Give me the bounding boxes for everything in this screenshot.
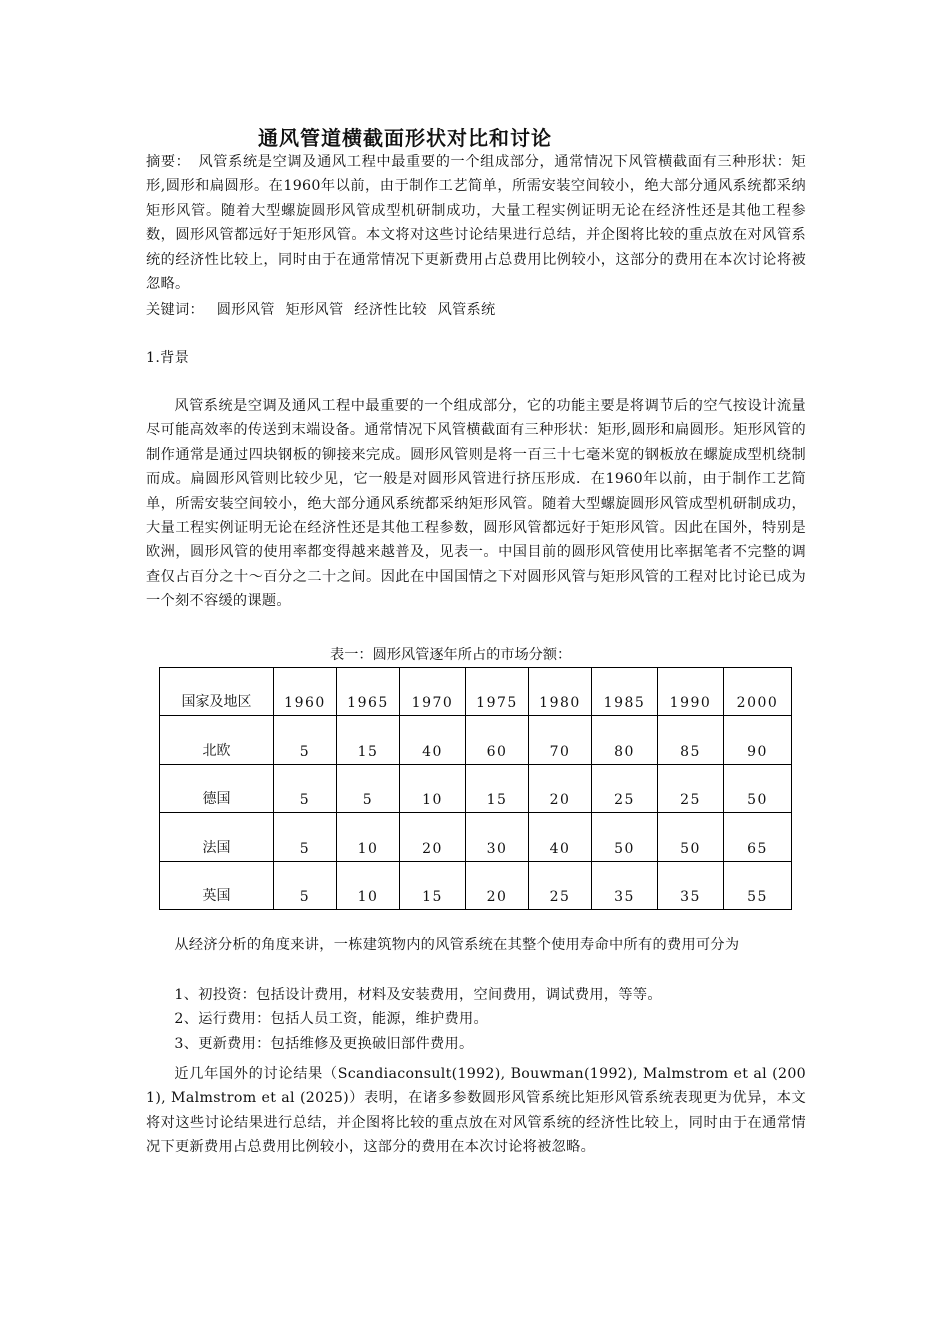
table-cell: 40	[400, 716, 466, 764]
table-row	[160, 861, 792, 909]
document-title: 通风管道横截面形状对比和讨论	[258, 126, 552, 150]
table-cell-country: 德国	[160, 764, 274, 812]
table-cell: 60	[466, 716, 529, 764]
table-cell: 50	[724, 764, 792, 812]
table-row	[160, 813, 792, 861]
section-heading: 1.背景	[146, 350, 190, 366]
abstract-text: 风管系统是空调及通风工程中最重要的一个组成部分，通常情况下风管横截面有三种形状：矩形,圆形和扁圆形。在1960年以前，由于制作工艺简单，所需安装空间较小，绝大部分通风系统都采纳矩形风管。随着大型螺旋圆形风管成型机研制成功，大量工程实例证明无论在经济性还是其他工程参数，圆形风管都远好于矩形风管。本文将对这些讨论结果进行总结，并企图将比较的重点放在对风管系统的经济性比较上，同时由于在通常情况下更新费用占总费用比例较小，这部分的费用在本次讨论将被忽略。	[146, 154, 806, 293]
market-share-table	[159, 667, 792, 910]
table-cell: 10	[337, 861, 400, 909]
table-cell: 25	[592, 764, 658, 812]
table-header-cell: 2000	[724, 668, 792, 716]
keyword-term: 矩形风管	[285, 302, 344, 318]
table-header-cell: 1975	[466, 668, 529, 716]
table-header-cell: 1960	[274, 668, 337, 716]
table-header-cell: 1965	[337, 668, 400, 716]
cost-item: 1、初投资：包括设计费用，材料及安装费用，空间费用，调试费用，等等。	[174, 987, 662, 1003]
table-cell: 30	[466, 813, 529, 861]
table-cell: 5	[274, 716, 337, 764]
table-cell: 25	[529, 861, 592, 909]
table-cell: 70	[529, 716, 592, 764]
table-cell: 90	[724, 716, 792, 764]
table-cell: 25	[658, 764, 724, 812]
keywords-label: 关键词：	[146, 302, 204, 318]
table-cell: 20	[466, 861, 529, 909]
abstract-label: 摘要：	[146, 154, 191, 170]
table-cell-country: 法国	[160, 813, 274, 861]
table-cell: 85	[658, 716, 724, 764]
table-caption: 表一：圆形风管逐年所占的市场分额：	[330, 647, 572, 663]
table-cell: 5	[337, 764, 400, 812]
table-cell: 5	[274, 861, 337, 909]
table-cell-country: 英国	[160, 861, 274, 909]
table-cell: 50	[592, 813, 658, 861]
cost-items-list	[146, 983, 806, 1056]
keywords	[146, 298, 806, 322]
table-header-row	[160, 668, 792, 716]
table-row	[160, 764, 792, 812]
cost-item: 3、更新费用：包括维修及更换破旧部件费用。	[174, 1035, 474, 1052]
table-cell: 15	[400, 861, 466, 909]
table-header-cell: 国家及地区	[160, 668, 274, 716]
cost-item: 2、运行费用：包括人员工资，能源，维护费用。	[174, 1011, 488, 1028]
abstract	[146, 150, 806, 296]
table-header-cell: 1980	[529, 668, 592, 716]
table-cell: 15	[466, 764, 529, 812]
table-cell-country: 北欧	[160, 716, 274, 764]
table-cell: 15	[337, 716, 400, 764]
table-cell: 10	[400, 764, 466, 812]
table-cell: 35	[592, 861, 658, 909]
table-header-cell: 1985	[592, 668, 658, 716]
table-cell: 5	[274, 764, 337, 812]
table-header-cell: 1970	[400, 668, 466, 716]
background-paragraph: 风管系统是空调及通风工程中最重要的一个组成部分，它的功能主要是将调节后的空气按设计流量尽可能高效率的传送到末端设备。通常情况下风管横截面有三种形状：矩形,圆形和扁圆形。矩形风管的制作通常是通过四块钢板的铆接来完成。圆形风管则是将一百三十七毫米宽的钢板放在螺旋成型机绕制而成。扁圆形风管则比较少见，它一般是对圆形风管进行挤压形成．在1960年以前，由于制作工艺简单，所需安装空间较小，绝大部分通风系统都采纳矩形风管。随着大型螺旋圆形风管成型机研制成功，大量工程实例证明无论在经济性还是其他工程参数，圆形风管都远好于矩形风管。因此在国外，特别是欧洲，圆形风管的使用率都变得越来越普及，见表一。中国目前的圆形风管使用比率据笔者不完整的调查仅占百分之十～百分之二十之间。因此在中国国情之下对圆形风管与矩形风管的工程对比讨论已成为一个刻不容缓的课题。	[146, 398, 806, 610]
keyword-term: 圆形风管	[216, 302, 275, 318]
keyword-term: 经济性比较	[354, 302, 427, 318]
table-cell: 65	[724, 813, 792, 861]
table-header-cell: 1990	[658, 668, 724, 716]
table-cell: 35	[658, 861, 724, 909]
table-cell: 20	[529, 764, 592, 812]
table-cell: 80	[592, 716, 658, 764]
keyword-term: 风管系统	[437, 302, 496, 318]
references-paragraph: 近几年国外的讨论结果（Scandiaconsult(1992), Bouwman(1992), Malmstrom et al (2001), Malmstrom et al (2025)）表明，在诸多参数圆形风管系统比矩形风管系统表现更为优异，本文将对这些讨论结果进行总结，并企图将比较的重点放在对风管系统的经济性比较上，同时由于在通常情况下更新费用占总费用比例较小，这部分的费用在本次讨论将被忽略。	[146, 1066, 806, 1156]
table-cell: 10	[337, 813, 400, 861]
table-row	[160, 716, 792, 764]
table-cell: 50	[658, 813, 724, 861]
table-cell: 20	[400, 813, 466, 861]
table-cell: 40	[529, 813, 592, 861]
table-cell: 5	[274, 813, 337, 861]
table-cell: 55	[724, 861, 792, 909]
economics-paragraph: 从经济分析的角度来讲，一栋建筑物内的风管系统在其整个使用寿命中所有的费用可分为	[174, 937, 740, 953]
